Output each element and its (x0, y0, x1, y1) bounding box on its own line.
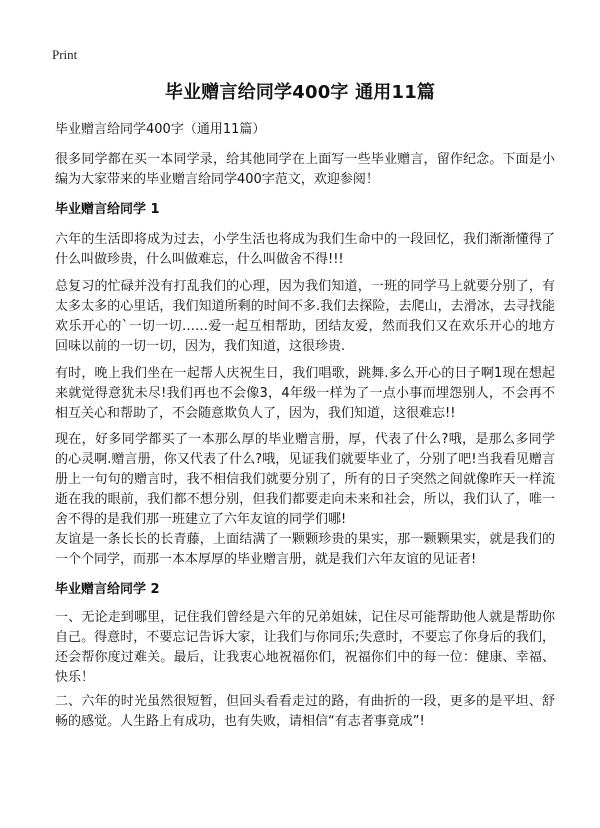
print-link[interactable]: Print (52, 47, 78, 62)
subtitle: 毕业赠言给同学400字（通用11篇） (55, 122, 266, 137)
section-1-paragraph-3: 有时，晚上我们坐在一起帮人庆祝生日，我们唱歌，跳舞.多么开心的日子啊1现在想起来就觉得意犹未尽!我们再也不会像3，4年级一样为了一点小事而埋怨别人，不会再不相互关心和帮助了，不会随意欺负人了，因为，我们知道，这很难忘!! (55, 366, 555, 421)
section-2-paragraph-1: 一、无论走到哪里，记住我们曾经是六年的兄弟姐妹，记住尽可能帮助他人就是帮助你自己。得意时，不要忘记告诉大家，让我们与你同乐;失意时，不要忘了你身后的我们，还会帮你度过难关。最后，让我衷心地祝福你们，祝福你们中的每一位：健康、幸福、快乐！ (55, 610, 555, 685)
section-1-paragraph-1: 六年的生活即将成为过去，小学生活也将成为我们生命中的一段回忆，我们渐渐懂得了什么叫做珍贵，什么叫做难忘，什么叫做舍不得!!! (55, 232, 555, 267)
section-1-paragraph-4: 现在，好多同学都买了一本那么厚的毕业赠言册，厚，代表了什么?哦，是那么多同学的心灵啊.赠言册，你又代表了什么?哦，见证我们就要毕业了，分别了吧!当我看见赠言册上一句句的赠言时，我不相信我们就要分别了，所有的日子突然之间就像昨天一样流逝在我的眼前，我们都不想分别，但我们都要走向未来和社会，所以，我们认了，唯一舍不得的是我们那一班建立了六年友谊的同学们哪! (55, 432, 555, 527)
section-heading-2: 毕业赠言给同学 2 (55, 582, 160, 597)
section-1-paragraph-2: 总复习的忙碌并没有打乱我们的心理，因为我们知道，一班的同学马上就要分别了，有太多太多的心里话，我们知道所剩的时间不多.我们去探险，去爬山，去滑冰，去寻找能欢乐开心的`一切一切……爱一起互相帮助，团结友爱，然而我们又在欢乐开心的地方回味以前的一切一切，因为，我们知道，这很珍贵. (55, 279, 555, 354)
page-title: 毕业赠言给同学400字 通用11篇 (164, 82, 436, 103)
intro-paragraph: 很多同学都在买一本同学录，给其他同学在上面写一些毕业赠言，留作纪念。下面是小编为大家带来的毕业赠言给同学400字范文，欢迎参阅！ (55, 152, 555, 187)
section-1-paragraph-5: 友谊是一条长长的长青藤，上面结满了一颗颗珍贵的果实，那一颗颗果实，就是我们的一个个同学，而那一本本厚厚的毕业赠言册，就是我们六年友谊的见证者! (55, 532, 555, 567)
section-2-paragraph-2: 二、六年的时光虽然很短暂，但回头看看走过的路，有曲折的一段，更多的是平坦、舒畅的感觉。人生路上有成功，也有失败，请相信“有志者事竟成”! (55, 694, 555, 729)
section-heading-1: 毕业赠言给同学 1 (55, 202, 160, 217)
